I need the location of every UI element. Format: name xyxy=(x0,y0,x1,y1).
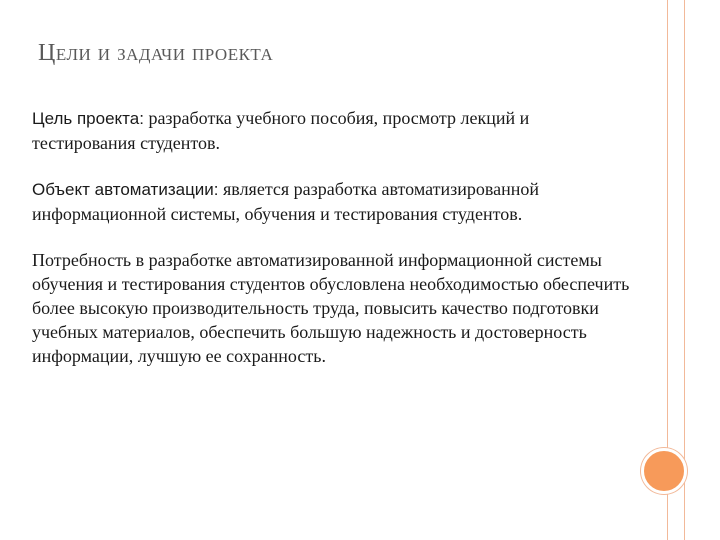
goal-paragraph xyxy=(32,106,632,155)
object-text: является разработка автоматизированной информационной системы, обучения и тестирования студентов. xyxy=(32,179,540,224)
slide-content xyxy=(32,106,632,368)
decorative-circle xyxy=(641,448,687,494)
goal-text: разработка учебного пособия, просмотр лекций и тестирования студентов. xyxy=(32,108,530,153)
need-paragraph xyxy=(32,248,632,368)
object-paragraph xyxy=(32,177,632,226)
object-label: Объект автоматизации: xyxy=(32,180,219,199)
goal-label: Цель проекта: xyxy=(32,109,144,128)
need-text: Потребность в разработке автоматизированной информационной системы обучения и тестирования студентов обусловлена необходимостью обеспечить более высокую производительность труда, повысить качество подготовки учебных материалов, обеспечить большую надежность и достоверность информации, лучшую ее сохранность. xyxy=(32,250,630,366)
slide-title: Цели и задачи проекта xyxy=(38,40,274,66)
